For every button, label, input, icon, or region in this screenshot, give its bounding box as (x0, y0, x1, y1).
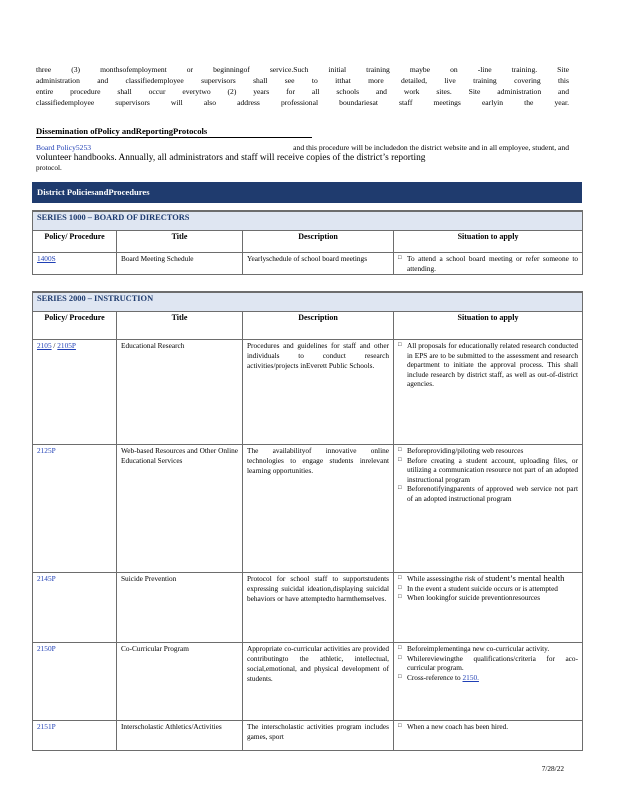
bullet-icon: □ (398, 255, 402, 261)
table-row (33, 253, 583, 275)
policy-description: Protocol for school staff to supportstudents expressing suicidal ideation,displaying suicidal behaviors or have attemptedto harmthemselves. (243, 573, 394, 643)
policy-situation: □ Beforeimplementinga new co-curricular activity. □ Whilereviewingthe qualifications/criteria for aco-curricular program. □ Cross-reference to 2150. (394, 643, 583, 721)
policy-code: 2151P (37, 722, 56, 731)
paragraph-line: entire procedure shall occur everytwo (2) years for all schools and work sites. Site administration and (36, 87, 569, 96)
bullet-icon: □ (398, 584, 402, 591)
policy-code: 2125P (37, 446, 56, 455)
policy-title: Board Meeting Schedule (117, 253, 243, 275)
column-header-situation: Situation to apply (394, 231, 583, 253)
section-heading: Dissemination ofPolicy andReportingProtocols (36, 126, 312, 138)
bullet-icon: □ (398, 456, 402, 463)
policy-code: 2145P (37, 574, 56, 583)
table-row (33, 573, 583, 643)
policy-situation: □ To attend a school board meeting or refer someone to attending. (394, 253, 583, 275)
board-policy-link[interactable]: Board Policy5253 (36, 143, 92, 152)
policy-description: Procedures and guidelines for staff and other individuals to conduct research activities/projects inEverett Public Schools. (243, 340, 394, 445)
policy-description: Yearlyschedule of school board meetings (243, 253, 394, 275)
policy-title: Interscholastic Athletics/Activities (117, 721, 243, 751)
table-row (33, 445, 583, 573)
policy-title: Educational Research (117, 340, 243, 445)
column-header-description: Description (243, 312, 394, 340)
column-header-title: Title (117, 231, 243, 253)
series-header: SERIES 2000 – INSTRUCTION (33, 292, 583, 312)
paragraph-text: volunteer handbooks. Annually, all administrators and staff will receive copies of the district’s reporting (36, 153, 426, 163)
column-header-policy: Policy/ Procedure (33, 312, 117, 340)
paragraph-text: and this procedure will be includedon the district website and in all employee, student, and (293, 143, 569, 152)
policy-link[interactable]: 2105P (57, 341, 76, 350)
table-row (33, 721, 583, 751)
policy-situation: □ Beforeproviding/piloting web resources □ Before creating a student account, uploading files, or utilizing a communication resource not part of an adopted instructional program □ Beforenotifyingparents of approved web service not part of an adopted instructional program (394, 445, 583, 573)
policy-link[interactable]: 2105 (37, 341, 52, 350)
policy-description: Appropriate co-curricular activities are provided contributingto the athletic, intellectual, social,emotional, and physical development of students. (243, 643, 394, 721)
paragraph-text: protocol. (36, 164, 62, 172)
policy-situation: □ When a new coach has been hired. (394, 721, 583, 751)
bullet-icon: □ (398, 654, 402, 661)
bullet-icon: □ (398, 645, 402, 651)
series-2000-table (32, 291, 583, 751)
policy-situation: □ While assessingthe risk of student’s mental health □ In the event a student suicide occurs or is attempted □ When lookingfor suicide preventionresources (394, 573, 583, 643)
bullet-icon: □ (398, 342, 402, 348)
training-paragraph (36, 64, 569, 108)
bullet-icon: □ (398, 673, 402, 680)
bullet-icon: □ (398, 723, 402, 729)
policy-situation: □ All proposals for educationally related research conducted in EPS are to be submitted to the assessment and research department to initiate the approval process. This shall include research by district staff, as well as out-of-district agencies. (394, 340, 583, 445)
series-1000-table (32, 210, 583, 275)
bullet-icon: □ (398, 447, 402, 453)
policy-description: The interscholastic activities program includes games, sport (243, 721, 394, 751)
policy-link[interactable]: 1400S (37, 254, 56, 263)
district-policies-banner: District PoliciesandProcedures (32, 182, 582, 203)
policy-title: Suicide Prevention (117, 573, 243, 643)
policy-code: 2150P (37, 644, 56, 653)
dissemination-paragraph (36, 143, 569, 173)
cross-reference-link[interactable]: 2150. (462, 672, 479, 682)
page-date: 7/28/22 (541, 764, 564, 773)
table-row: 2105 / 2105P Educational Research Procedures and guidelines for staff and other individuals to conduct research activities/projects inEverett Public Schools. □ All proposals for educationally related research conducted in EPS are to be submitted to the assessment and research department to initiate the approval process. This shall include research by district staff, as well as out-of-district agencies. (33, 340, 583, 445)
bullet-icon: □ (398, 594, 402, 601)
policy-title: Web-based Resources and Other Online Educational Services (117, 445, 243, 573)
bullet-icon: □ (398, 575, 402, 581)
column-header-situation: Situation to apply (394, 312, 583, 340)
column-header-policy: Policy/ Procedure (33, 231, 117, 253)
paragraph-line: classifiedemployee supervisors will also address professional boundariesat staff meetings earlyin the year. (36, 98, 569, 107)
paragraph-line: administration and classifiedemployee supervisors shall see to itthat more detailed, live training covering this (36, 76, 569, 85)
policy-title: Co-Curricular Program (117, 643, 243, 721)
column-header-description: Description (243, 231, 394, 253)
series-header: SERIES 1000 – BOARD OF DIRECTORS (33, 211, 583, 231)
bullet-icon: □ (398, 485, 402, 492)
table-row (33, 643, 583, 721)
paragraph-line: three (3) monthsofemployment or beginningof service.Such initial training maybe on -line training. Site (36, 65, 569, 74)
column-header-title: Title (117, 312, 243, 340)
policy-description: The availabilityof innovative online technologies to engage students inrelevant learning opportunities. (243, 445, 394, 573)
